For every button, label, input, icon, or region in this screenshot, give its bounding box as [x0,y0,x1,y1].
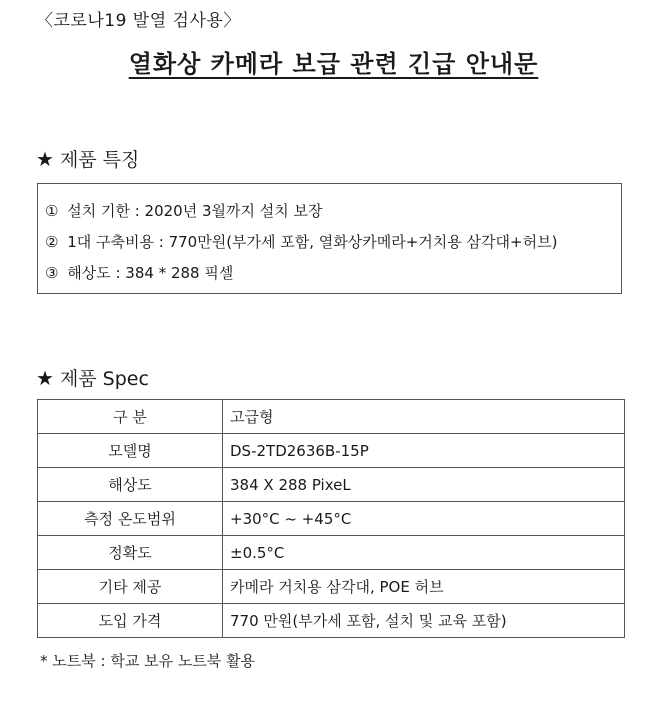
feature-number: ③ [45,264,59,282]
features-section-heading [36,145,139,172]
features-box [37,183,622,294]
feature-number: ② [45,233,59,251]
spec-value: ±0.5°C [223,536,625,570]
features-heading-text: 제품 특징 [59,149,140,171]
document-subtitle: 〈코로나19 발열 검사용〉 [36,11,241,31]
feature-text: 1대 구축비용 : 770만원(부가세 포함, 열화상카메라+거치용 삼각대+허브) [67,233,558,251]
document-title-text: 열화상 카메라 보급 관련 긴급 안내문 [128,50,539,78]
spec-section-heading [36,364,149,391]
table-row [38,604,625,638]
spec-value: +30°C ~ +45°C [223,502,625,536]
feature-item [45,261,621,292]
spec-value: DS-2TD2636B-15P [223,434,625,468]
spec-label: 측정 온도범위 [38,502,223,536]
spec-label: 해상도 [38,468,223,502]
spec-value: 384 X 288 PixeL [223,468,625,502]
spec-label: 정확도 [38,536,223,570]
table-row [38,434,625,468]
feature-text: 해상도 : 384 * 288 픽셀 [67,264,234,282]
spec-value: 카메라 거치용 삼각대, POE 허브 [223,570,625,604]
feature-item [45,230,621,261]
table-row [38,570,625,604]
spec-label: 기타 제공 [38,570,223,604]
table-row [38,502,625,536]
spec-value: 고급형 [223,400,625,434]
table-row [38,468,625,502]
spec-table [37,399,625,638]
star-icon: ★ [36,146,54,171]
feature-text: 설치 기한 : 2020년 3월까지 설치 보장 [67,202,323,220]
table-row [38,536,625,570]
spec-value: 770 만원(부가세 포함, 설치 및 교육 포함) [223,604,625,638]
document-title [0,44,667,79]
feature-item [45,199,621,230]
footnote: * 노트북 : 학교 보유 노트북 활용 [40,652,256,670]
star-icon: ★ [36,365,54,390]
spec-label: 구 분 [38,400,223,434]
spec-label: 도입 가격 [38,604,223,638]
spec-heading-text: 제품 Spec [59,368,149,390]
spec-label: 모델명 [38,434,223,468]
table-row [38,400,625,434]
feature-number: ① [45,202,59,220]
